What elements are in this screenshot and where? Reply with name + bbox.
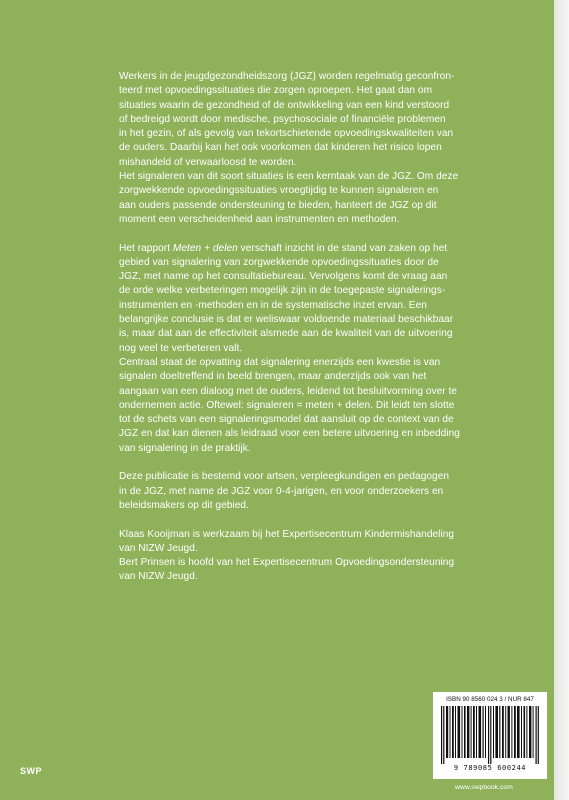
isbn-barcode-box (433, 692, 547, 779)
author-bio-kooijman: Klaas Kooijman is werkzaam bij het Expertisecentrum Kindermishandeling van NIZW Jeugd. (119, 528, 455, 554)
report-title: Meten + delen (172, 242, 238, 254)
report-body-text: verschaft inzicht in de stand van zaken op het gebied van signalering van zorgwekkende opvoedingssituaties door de JGZ, met name op het consultatiebureau. Vervolgens komt de vraag aan de orde welke verbeteringen mogelijk zijn in de toegepaste signalerings- instrumenten en -methoden en in de systematische inzet ervan. Een belangrijke conclusie is dat er weliswaar voldoende materiaal beschikbaar is, maar dat aan de effectiviteit alsmede aan de kwaliteit van de uitvoering nog veel te verbeteren valt. (119, 242, 454, 354)
paragraph-central-view: Centraal staat de opvatting dat signalering enerzijds een kwestie is van signalen doeltreffend in beeld brengen, maar anderzijds ook van het aangaan van een dialoog met de ouders, leidend tot besluitvorming over te ondernemen actie. Oftewel: signaleren = meten + delen. Dit leidt ten slotte tot de schets van een signaleringsmodel dat aansluit op de context van de JGZ en dat kan dienen als leidraad voor een betere uitvoering en inbedding van signalering in de praktijk. (119, 356, 460, 454)
author-bio-prinsen: Bert Prinsen is hoofd van het Expertisecentrum Opvoedingsondersteuning van NIZW Jeugd. (119, 557, 455, 583)
barcode-number: 9 789085 600244 (453, 764, 527, 772)
blurb-text (119, 70, 531, 599)
paragraph-signaling-task: Het signaleren van dit soort situaties is een kerntaak van de JGZ. Om deze zorgwekkende opvoedingssituaties vroegtijdig te kunnen signaleren en aan ouders passende ondersteuning te bieden, hanteert de JGZ op dit moment een verscheidenheid aan instrumenten en methoden. (119, 171, 459, 225)
isbn-text: ISBN 90 8560 024 3 / NUR 847 (446, 696, 534, 703)
publisher-website: www.swpbook.com (455, 784, 513, 791)
page-edge (554, 0, 569, 800)
publisher-logo: SWP (20, 766, 43, 776)
paragraph-audience: Deze publicatie is bestemd voor artsen, verpleegkundigen en pedagogen in de JGZ, met name de JGZ voor 0-4-jarigen, en voor onderzoekers en beleidsmakers op dit gebied. (119, 471, 450, 511)
barcode-icon (439, 706, 541, 764)
report-intro-text: Het rapport (119, 242, 173, 254)
paragraph-report (119, 242, 531, 356)
paragraph-intro: Werkers in de jeugdgezondheidszorg (JGZ) worden regelmatig geconfron- teerd met opvoedingssituaties die zorgen oproepen. Het gaat dan om situaties waarin de gezondheid of de ontwikkeling van een kind verstoord of bedreigd wordt door medische, psychosociale of financiële problemen in het gezin, of als gevolg van tekortschietende opvoedingskwaliteiten van de ouders. Daarbij kan het ook voorkomen dat kinderen het risico lopen mishandeld of verwaarloosd te worden. (119, 71, 455, 168)
